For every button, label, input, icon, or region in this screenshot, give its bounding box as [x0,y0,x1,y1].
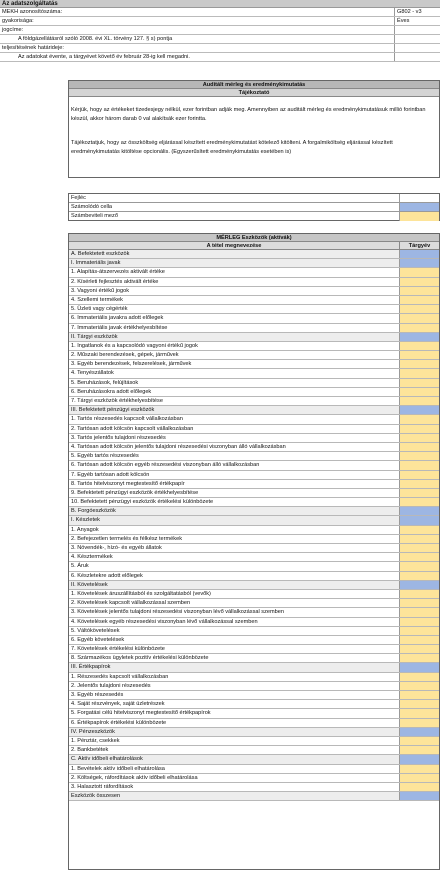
header-row [0,35,440,44]
input-cell[interactable] [399,305,439,313]
column-header-name: A tétel megnevezése [206,243,262,249]
input-cell[interactable] [399,489,439,497]
table-row [69,369,439,378]
table-row [69,351,439,360]
row-label: IV. Pénzeszközök [69,728,399,736]
table-row [69,608,439,617]
table-row [69,792,439,801]
calculated-cell [399,250,439,258]
legend-item-input [69,212,439,221]
row-label: 2. Befejezetlen termelés és félkész termékek [71,535,182,542]
input-cell[interactable] [399,645,439,653]
table-row [69,480,439,489]
calculated-cell [399,728,439,736]
table-row [69,406,439,415]
row-label: 7. Immateriális javak értékhelyesbítése [71,324,168,331]
table-row [69,425,439,434]
input-cell[interactable] [399,324,439,332]
table-row [69,314,439,323]
row-label: 2. Jelentős tulajdoni részesedés [71,682,151,689]
input-cell[interactable] [399,434,439,442]
header-row-value [394,35,440,43]
table-row [69,498,439,507]
input-cell[interactable] [399,397,439,405]
column-header-current-year: Tárgyév [399,242,439,249]
row-label: 5. Beruházások, felújítások [71,379,139,386]
row-label: 4. Tenyészállatok [71,370,114,377]
legend-header-swatch [399,194,439,202]
table-row [69,434,439,443]
table-row [69,700,439,709]
header-row [0,44,440,53]
header-row [0,8,440,17]
table-row [69,682,439,691]
table-row [69,296,439,305]
table-row [69,388,439,397]
header-row-value [394,53,440,61]
input-cell[interactable] [399,526,439,534]
calculated-cell [399,755,439,763]
input-cell[interactable] [399,737,439,745]
input-cell[interactable] [399,682,439,690]
row-label: III. Értékpapírok [69,663,399,671]
row-label: I. Készletek [69,516,399,524]
table-row [69,287,439,296]
legend-item-label: Számolódó cella [71,204,113,210]
calculated-cell [399,581,439,589]
table-row [69,599,439,608]
row-label: 6. Tartósan adott kölcsön egyéb részesedési viszonyban álló vállalkozásban [71,462,260,469]
row-label: B. Forgóeszközök [69,507,399,515]
table-row [69,618,439,627]
input-cell[interactable] [399,296,439,304]
row-label: III. Befektetett pénzügyi eszközök [69,406,399,414]
input-cell[interactable] [399,287,439,295]
info-subtitle: Tájékoztató [69,89,439,97]
table-row [69,645,439,654]
header-row-value [394,44,440,52]
row-label: 3. Tartós jelentős tulajdoni részesedés [71,434,166,441]
table-row [69,305,439,314]
input-cell[interactable] [399,654,439,662]
row-label: II. Követelések [69,581,399,589]
input-cell[interactable] [399,765,439,773]
row-label: 3. Követelések jelentős tulajdoni részesedési viszonyban lévő vállalkozással szemben [71,609,284,616]
table-row [69,268,439,277]
row-label: 9. Befektetett pénzügyi eszközök értékhelyesbítése [71,489,199,496]
row-label: 10. Befektetett pénzügyi eszközök értékelési különbözete [71,499,214,506]
calculated-cell [399,792,439,800]
table-row [69,333,439,342]
header-row-label: jogcíme: [2,27,24,33]
table-row [69,535,439,544]
row-label: 5. Üzleti vagy cégérték [71,306,128,313]
table-row [69,360,439,369]
input-cell[interactable] [399,572,439,580]
input-cell[interactable] [399,774,439,782]
table-row [69,516,439,525]
row-label: 2. Bankbetétek [71,747,109,754]
info-paragraph-1: Kérjük, hogy az értékeket tizedesjegy nélkül, ezer forintban adják meg. Amennyiben az auditált mérleg és eredménykimutatásuk millió forintban készül, akkor három darab 0 val alakítsák ezer forintta. [71,107,426,122]
row-label: 3. Vagyoni értékű jogok [71,287,130,294]
row-label: 5. Áruk [71,563,89,570]
table-row [69,728,439,737]
legend-swatch-input [399,212,439,221]
input-cell[interactable] [399,452,439,460]
input-cell[interactable] [399,388,439,396]
row-label: 4. Követelések egyéb részesedési viszonyban lévő vállalkozással szemben [71,618,258,625]
header-row [0,26,440,35]
input-cell[interactable] [399,590,439,598]
row-label: 3. Egyéb részesedés [71,692,124,698]
calculated-cell [399,406,439,414]
table-row [69,719,439,728]
table-row [69,526,439,535]
row-label: 4. Késztermékek [71,554,113,561]
input-cell[interactable] [399,471,439,479]
row-label: 1. Ingatlanok és a kapcsolódó vagyoni értékű jogok [71,342,198,349]
info-title: Auditált mérleg és eredménykimutatás [69,81,439,89]
input-cell[interactable] [399,719,439,727]
color-legend [68,193,440,221]
row-label: 7. Követelések értékelési különbözete [71,646,165,653]
row-label: A. Befektetett eszközök [69,250,399,258]
header-row-label: gyakorisága: [2,18,34,24]
row-label: 4. Saját részvények, saját üzletrészek [71,701,165,708]
header-row-label: MEKH azonosítószáma: [2,9,63,15]
table-row [69,259,439,268]
row-label: 1. Anyagok [71,526,99,533]
input-cell[interactable] [399,599,439,607]
header-title: Az adatszolgáltatás [0,0,440,8]
row-label: 6. Készletekre adott előlegek [71,572,143,579]
row-label: 7. Tárgyi eszközök értékhelyesbítése [71,398,163,404]
input-cell[interactable] [399,278,439,286]
table-row [69,737,439,746]
input-cell[interactable] [399,608,439,616]
input-cell[interactable] [399,498,439,506]
input-cell[interactable] [399,425,439,433]
table-row [69,709,439,718]
header-row-value: G802 - v3 [394,8,440,16]
row-label: 1. Alapítás-átszervezés aktivált értéke [71,269,165,276]
header-row-label: Az adatokat évente, a tárgyévet követő év február 28-ig kell megadni. [18,54,190,60]
table-row [69,663,439,672]
table-row [69,443,439,452]
balance-sheet-assets-table [68,233,440,870]
input-cell[interactable] [399,783,439,791]
table-row [69,544,439,553]
input-cell[interactable] [399,314,439,322]
table-row [69,489,439,498]
row-label: 4. Szellemi termékek [71,296,123,303]
table-row [69,452,439,461]
legend-item-label: Számbeviteli mező [71,213,118,219]
table-row [69,415,439,424]
row-label: 1. Pénztár, csekkek [71,737,120,744]
table-title: MÉRLEG Eszközök (aktívák) [69,234,439,242]
row-label: C. Aktív időbeli elhatárolások [69,755,399,763]
row-label: 3. Halasztott ráfordítások [71,783,134,790]
header-row-label: teljesítésének határideje: [2,45,64,51]
table-row [69,765,439,774]
row-label: I. Immateriális javak [69,259,399,267]
table-row [69,673,439,682]
calculated-cell [399,507,439,515]
legend-title: Fejléc [71,195,86,201]
row-label: Eszközök összesen [69,792,399,800]
legend-swatch-calculated [399,203,439,211]
input-cell[interactable] [399,562,439,570]
calculated-cell [399,516,439,524]
legend-item-calculated [69,203,439,212]
input-cell[interactable] [399,673,439,681]
table-row [69,746,439,755]
row-label: 8. Származékos ügyletek pozitív értékelési különbözete [71,655,209,662]
table-row [69,461,439,470]
row-label: 7. Egyéb tartósan adott kölcsön [71,471,150,478]
row-label: II. Tárgyi eszközök [69,333,399,341]
table-row [69,342,439,351]
header-row-value: Éves [394,17,440,25]
table-row [69,324,439,333]
table-row [69,691,439,700]
input-cell[interactable] [399,746,439,754]
row-label: 6. Beruházásokra adott előlegek [71,388,152,395]
row-label: 1. Bevételek aktív időbeli elhatárolása [71,765,165,772]
table-row [69,654,439,663]
calculated-cell [399,663,439,671]
row-label: 6. Immateriális javakra adott előlegek [71,315,164,322]
input-cell[interactable] [399,461,439,469]
table-row [69,783,439,792]
row-label: 2. Követelések kapcsolt vállalkozással szemben [71,600,191,607]
header-row-value [394,26,440,34]
table-row [69,627,439,636]
row-label: 2. Műszaki berendezések, gépek, járművek [71,352,179,359]
row-label: 2. Tartósan adott kölcsön kapcsolt vállalkozásban [71,425,194,432]
data-provision-header [0,0,440,62]
input-cell[interactable] [399,443,439,451]
row-label: 5. Váltókövetelések [71,627,120,634]
table-row [69,581,439,590]
row-label: 8. Tartós hitelviszonyt megtestesítő értékpapír [71,480,185,487]
row-label: 4. Tartósan adott kölcsön jelentős tulajdoni részesedési viszonyban álló vállalkozásban [71,443,286,450]
input-cell[interactable] [399,691,439,699]
table-row [69,397,439,406]
header-row-label: A földgázellátásról szóló 2008. évi XL. törvény 127. § s) pontja [18,36,173,42]
input-cell[interactable] [399,415,439,423]
header-row [0,17,440,26]
header-rows [0,8,440,62]
row-label: 1. Tartós részesedés kapcsolt vállalkozásban [71,416,183,423]
row-label: 6. Egyéb követelések [71,636,125,643]
row-label: 5. Forgatási célú hitelviszonyt megtestesítő értékpapírok [71,710,211,717]
table-row [69,590,439,599]
table-body [69,250,439,801]
table-row [69,774,439,783]
table-header [69,242,439,250]
table-row [69,562,439,571]
table-row [69,636,439,645]
input-cell[interactable] [399,351,439,359]
input-cell[interactable] [399,544,439,552]
info-paragraph-2: Tájékoztatjuk, hogy az összköltség eljárással készített eredménykimutatást kötelező kitölteni. A forgalmiköltség eljárással készített eredménykimutatás kitöltése opcionális. (Egyszerűsített eredménykimutatás esetében is) [71,140,393,155]
table-row [69,755,439,764]
input-cell[interactable] [399,360,439,368]
row-label: 3. Növendék-, hízó- és egyéb állatok [71,545,162,551]
table-row [69,553,439,562]
input-cell[interactable] [399,342,439,350]
input-cell[interactable] [399,379,439,387]
row-label: 6. Értékpapírok értékelési különbözete [71,719,167,726]
row-label: 3. Egyéb berendezések, felszerelések, járművek [71,361,192,368]
input-cell[interactable] [399,480,439,488]
header-row [0,53,440,62]
table-row [69,379,439,388]
row-label: 2. Kísérleti fejlesztés aktivált értéke [71,278,159,285]
calculated-cell [399,333,439,341]
row-label: 5. Egyéb tartós részesedés [71,453,139,460]
input-cell[interactable] [399,268,439,276]
input-cell[interactable] [399,535,439,543]
info-box [68,80,440,178]
input-cell[interactable] [399,553,439,561]
table-row [69,278,439,287]
input-cell[interactable] [399,636,439,644]
row-label: 2. Költségek, ráfordítások aktív időbeli elhatárolása [71,774,198,781]
table-row [69,471,439,480]
input-cell[interactable] [399,369,439,377]
input-cell[interactable] [399,627,439,635]
row-label: 1. Részesedés kapcsolt vállalkozásban [71,673,169,680]
calculated-cell [399,259,439,267]
input-cell[interactable] [399,709,439,717]
table-row [69,507,439,516]
input-cell[interactable] [399,700,439,708]
table-row [69,572,439,581]
input-cell[interactable] [399,618,439,626]
row-label: 1. Követelések áruszállításból és szolgáltatásból (vevők) [71,590,211,597]
table-row [69,250,439,259]
legend-header [69,194,439,203]
